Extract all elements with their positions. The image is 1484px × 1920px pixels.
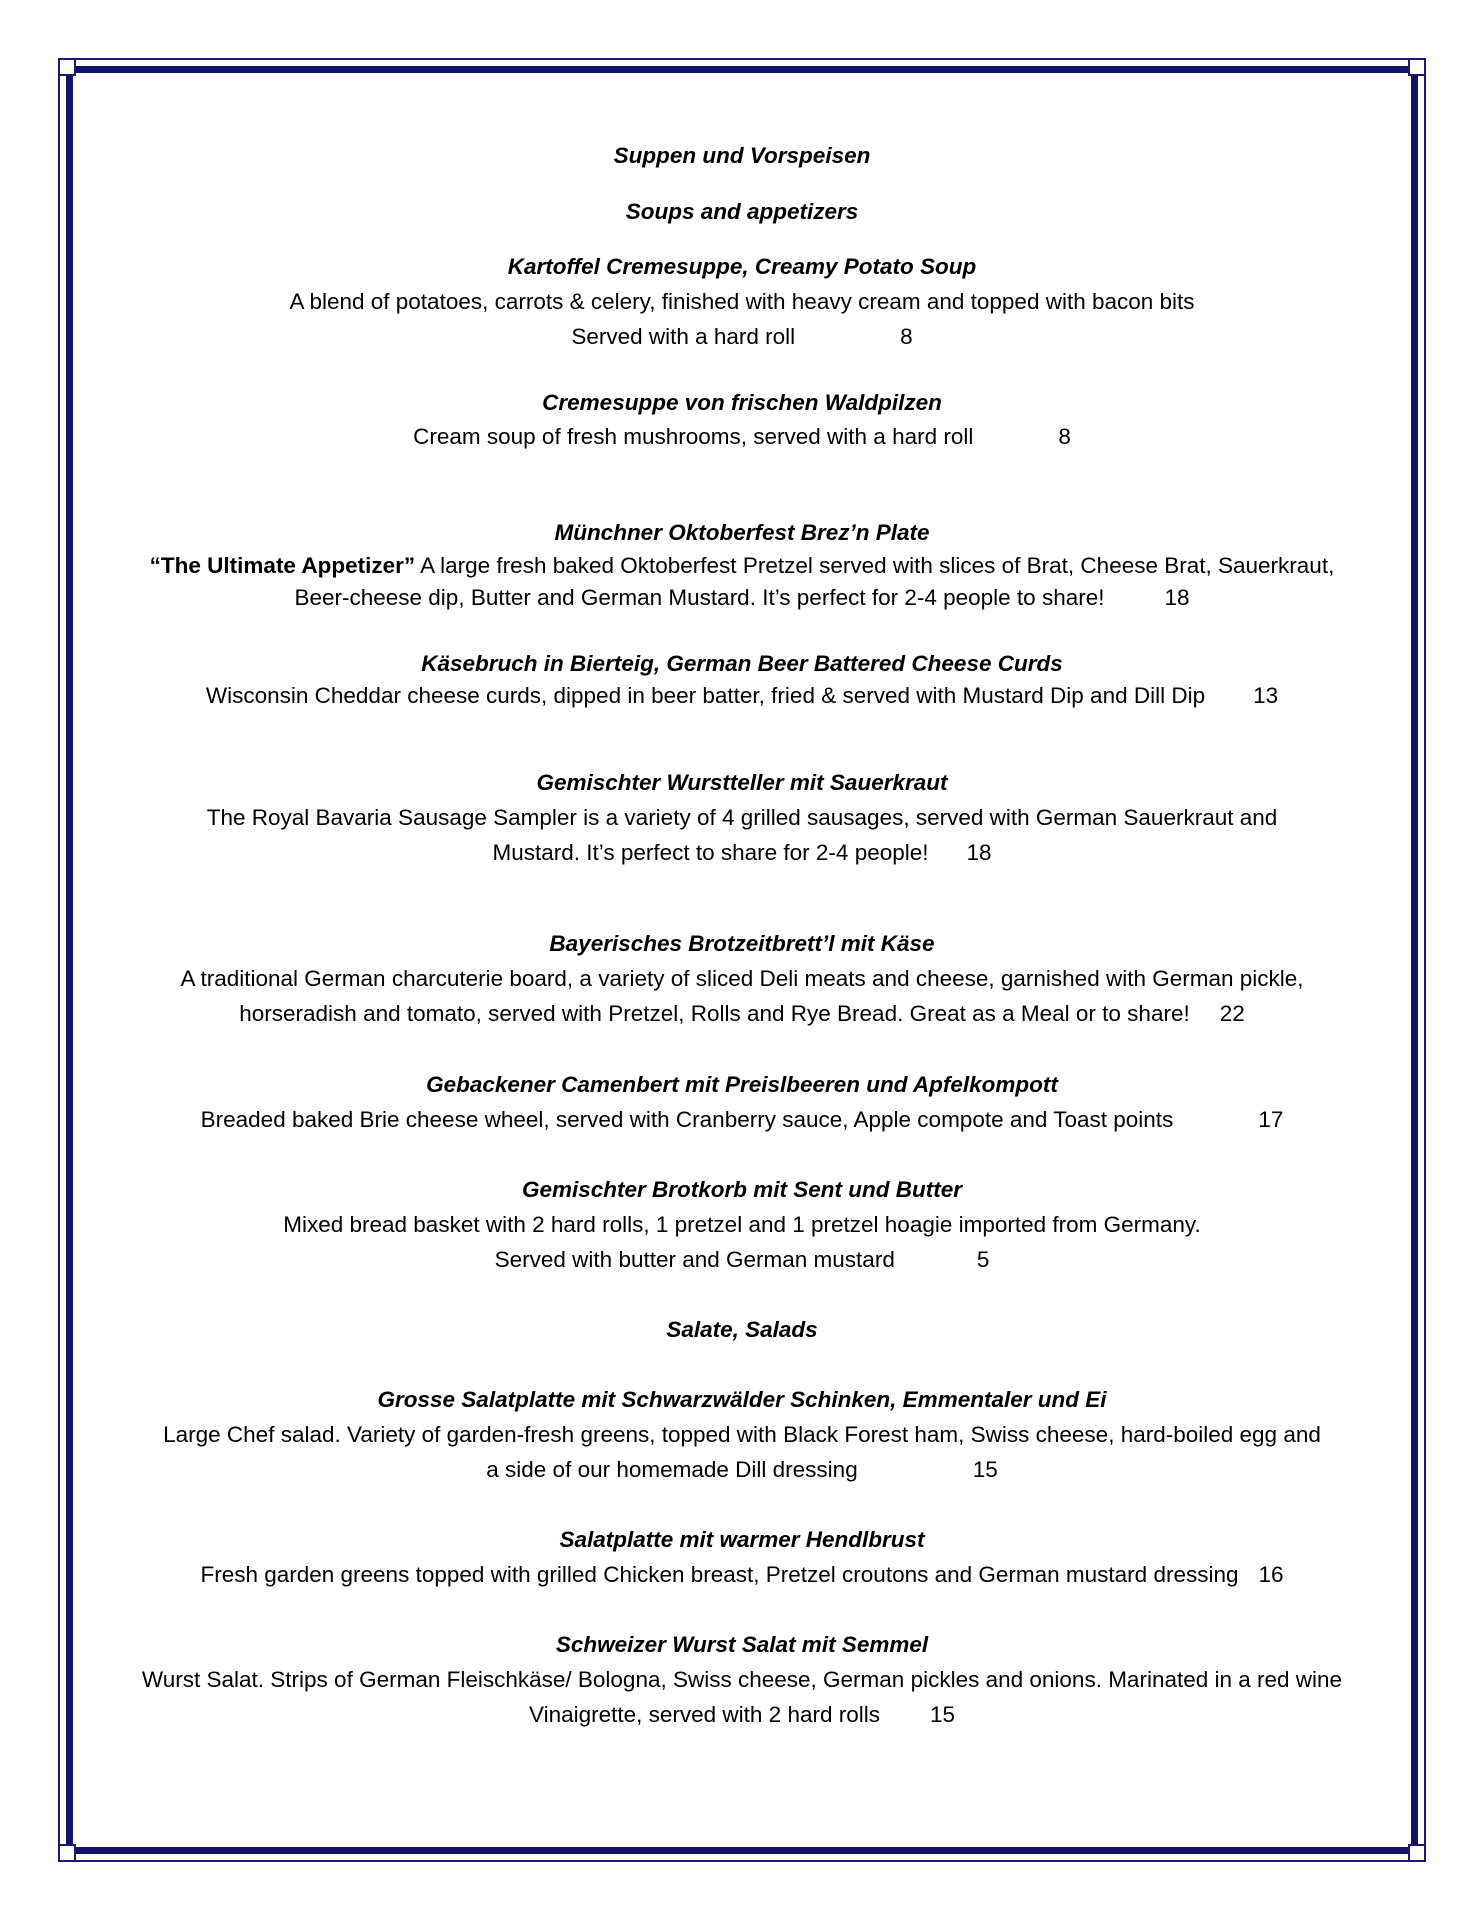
menu-item-description-line1 <box>80 1106 1404 1134</box>
menu-item-description-line2 <box>80 1000 1404 1028</box>
salad-item-description-text: a side of our homemade Dill dressing <box>486 1457 858 1482</box>
menu-item-description: A traditional German charcuterie board, a variety of sliced Deli meats and cheese, garnished with German pickle, <box>180 966 1304 991</box>
menu-item-description-line1 <box>80 552 1404 580</box>
menu-item-highlight: “The Ultimate Appetizer” <box>149 553 416 578</box>
menu-item-title: Käsebruch in Bierteig, German Beer Battered Cheese Curds <box>421 651 1063 676</box>
menu-item-price: 8 <box>1058 424 1071 449</box>
menu-item-description-line2 <box>80 1246 1404 1274</box>
salad-item-title: Salatplatte mit warmer Hendlbrust <box>559 1527 925 1552</box>
menu-item-description-text: Served with a hard roll <box>571 324 796 349</box>
menu-item-price: 17 <box>1258 1107 1284 1132</box>
menu-item-price: 5 <box>976 1247 990 1272</box>
salad-item-description: Wurst Salat. Strips of German Fleischkäse/ Bologna, Swiss cheese, German pickles and onions. Marinated in a red wine <box>141 1667 1343 1692</box>
menu-item-price: 18 <box>966 840 992 865</box>
menu-item-price: 22 <box>1219 1001 1245 1026</box>
menu-item-description-text: Served with butter and German mustard <box>494 1247 895 1272</box>
menu-item-title: Bayerisches Brotzeitbrett’l mit Käse <box>549 931 935 956</box>
menu-item-price: 18 <box>1164 585 1190 610</box>
salad-item-price: 15 <box>929 1702 956 1727</box>
menu-item-description-text: horseradish and tomato, served with Pretzel, Rolls and Rye Bread. Great as a Meal or to share! <box>239 1001 1190 1026</box>
menu-item-description-line2 <box>80 323 1404 351</box>
salad-item-description-line1 <box>80 1561 1404 1589</box>
menu-item-description-text: A large fresh baked Oktoberfest Pretzel served with slices of Brat, Cheese Brat, Sauerkraut, <box>415 553 1335 578</box>
menu-item-price: 8 <box>900 324 913 349</box>
menu-item-description-line2 <box>80 584 1404 612</box>
salad-item-title: Grosse Salatplatte mit Schwarzwälder Schinken, Emmentaler und Ei <box>377 1387 1107 1412</box>
menu-item-description-text: Wisconsin Cheddar cheese curds, dipped in beer batter, fried & served with Mustard Dip and Dill Dip <box>205 683 1206 708</box>
menu-item-description-text: Breaded baked Brie cheese wheel, served with Cranberry sauce, Apple compote and Toast points <box>200 1107 1174 1132</box>
salad-item-description-line2 <box>80 1701 1404 1729</box>
menu-item-description-line1 <box>80 682 1404 710</box>
salad-item-price: 16 <box>1258 1562 1284 1587</box>
salads-section-title: Salate, Salads <box>666 1317 818 1342</box>
border-corner-ornament <box>58 58 76 76</box>
menu-item-description-text: Beer-cheese dip, Butter and German Mustard. It’s perfect for 2-4 people to share! <box>294 585 1105 610</box>
salad-item-description-text: Fresh garden greens topped with grilled Chicken breast, Pretzel croutons and German mustard dressing <box>200 1562 1239 1587</box>
menu-item-description-line2 <box>80 839 1404 867</box>
salad-item-description-text: Vinaigrette, served with 2 hard rolls <box>528 1702 880 1727</box>
salad-item-title: Schweizer Wurst Salat mit Semmel <box>555 1632 929 1657</box>
menu-item-description-text: Cream soup of fresh mushrooms, served with a hard roll <box>413 424 974 449</box>
menu-item-description-line1 <box>80 423 1404 451</box>
border-corner-ornament <box>1408 58 1426 76</box>
menu-item-title: Gemischter Wurstteller mit Sauerkraut <box>536 770 948 795</box>
menu-item-title: Gemischter Brotkorb mit Sent und Butter <box>521 1177 963 1202</box>
menu-item-title: Kartoffel Cremesuppe, Creamy Potato Soup <box>507 254 977 279</box>
salad-item-price: 15 <box>972 1457 998 1482</box>
menu-item-description: Mixed bread basket with 2 hard rolls, 1 pretzel and 1 pretzel hoagie imported from Germany. <box>283 1212 1201 1237</box>
section-title-german: Suppen und Vorspeisen <box>613 143 871 168</box>
menu-item-title: Cremesuppe von frischen Waldpilzen <box>542 390 942 415</box>
menu-item-description-text: Mustard. It’s perfect to share for 2-4 people! <box>492 840 929 865</box>
salad-item-description: Large Chef salad. Variety of garden-fresh greens, topped with Black Forest ham, Swiss cheese, hard-boiled egg and <box>163 1422 1321 1447</box>
menu-item-title: Münchner Oktoberfest Brez’n Plate <box>554 520 930 545</box>
salad-item-description-line2 <box>80 1456 1404 1484</box>
border-corner-ornament <box>58 1844 76 1862</box>
border-corner-ornament <box>1408 1844 1426 1862</box>
menu-item-title: Gebackener Camenbert mit Preislbeeren und Apfelkompott <box>426 1072 1058 1097</box>
menu-item-price: 13 <box>1253 683 1279 708</box>
menu-item-description: The Royal Bavaria Sausage Sampler is a variety of 4 grilled sausages, served with German Sauerkraut and <box>206 805 1278 830</box>
section-title-english: Soups and appetizers <box>625 199 859 224</box>
menu-item-description: A blend of potatoes, carrots & celery, finished with heavy cream and topped with bacon bits <box>289 289 1195 314</box>
